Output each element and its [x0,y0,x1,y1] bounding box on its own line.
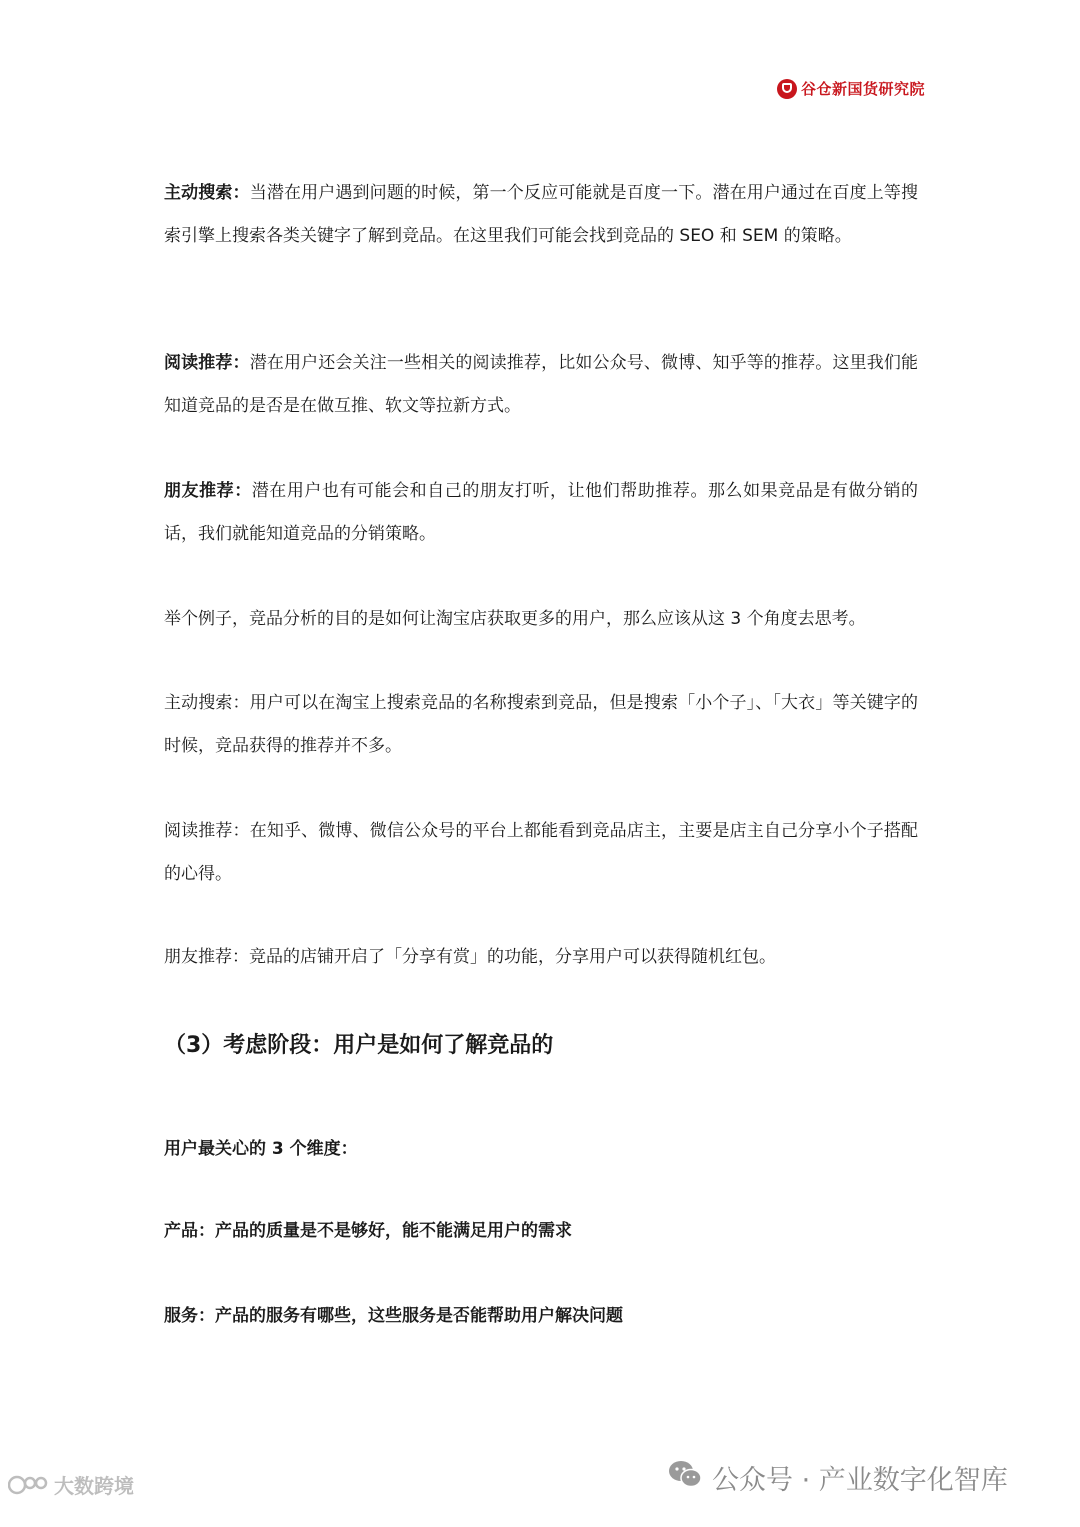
watermark-left-text: 大数跨境 [54,1474,134,1498]
paragraph-example-reading [164,810,918,896]
brand-logo [777,78,925,99]
paragraph-label: 主动搜索： [164,183,250,203]
paragraph-text: 阅读推荐：在知乎、微博、微信公众号的平台上都能看到竞品店主，主要是店主自己分享小个子搭配的心得。 [164,821,918,884]
wechat-icon [668,1459,702,1496]
watermark-right [668,1458,1008,1497]
paragraph-friend-recommend [164,470,918,556]
paragraph-label: 阅读推荐： [164,353,250,373]
section-heading: （3）考虑阶段：用户是如何了解竞品的 [164,1033,554,1058]
paragraph-text: 潜在用户还会关注一些相关的阅读推荐，比如公众号、微博、知乎等的推荐。这里我们能知道竞品的是否是在做互推、软文等拉新方式。 [164,353,919,416]
paragraph-text: 举个例子，竞品分析的目的是如何让淘宝店获取更多的用户，那么应该从这 3 个角度去思考。 [164,609,866,629]
watermark-logo-icon [8,1472,48,1498]
paragraph-label: 朋友推荐： [164,481,252,501]
watermark-left [8,1470,134,1499]
dimension-service: 服务：产品的服务有哪些，这些服务是否能帮助用户解决问题 [164,1306,623,1326]
paragraph-example [164,598,918,641]
paragraph-text: 当潜在用户遇到问题的时候，第一个反应可能就是百度一下。潜在用户通过在百度上等搜索引擎上搜索各类关键字了解到竞品。在这里我们可能会找到竞品的 SEO 和 SEM 的策略。 [164,183,919,246]
paragraph-text: 朋友推荐：竞品的店铺开启了「分享有赏」的功能，分享用户可以获得随机红包。 [164,947,776,967]
brand-mark-icon [777,79,797,99]
dimension-intro: 用户最关心的 3 个维度： [164,1139,358,1159]
paragraph-text: 主动搜索：用户可以在淘宝上搜索竞品的名称搜索到竞品，但是搜索「小个子」、「大衣」等关键字的时候，竞品获得的推荐并不多。 [164,693,918,756]
dimension-product: 产品：产品的质量是不是够好，能不能满足用户的需求 [164,1221,572,1241]
paragraph-reading-recommend [164,342,918,428]
paragraph-active-search [164,172,918,258]
paragraph-text: 潜在用户也有可能会和自己的朋友打听，让他们帮助推荐。那么如果竞品是有做分销的话，我们就能知道竞品的分销策略。 [164,481,919,544]
watermark-right-text: 公众号 · 产业数字化智库 [712,1465,1008,1496]
paragraph-example-search [164,682,918,768]
brand-name: 谷仓新国货研究院 [801,80,926,98]
paragraph-example-friend [164,936,918,979]
